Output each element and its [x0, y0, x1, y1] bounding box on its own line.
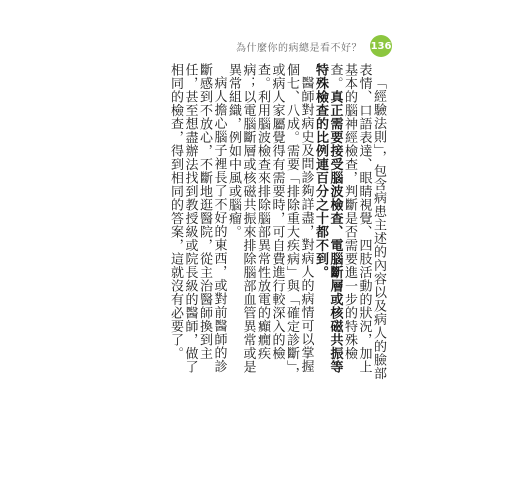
paragraph-text: 「經驗法則」，包含病患主述的內容以及病人的臉部表情、口語表達、眼睛視覺、四肢活動的狀況，加上基本的腦神經檢查，判斷是否需要進一步的特殊檢查。 [327, 63, 386, 380]
running-title: 為什麼你的病總是看不好？ [236, 42, 362, 54]
page-number-badge: 136 [370, 35, 392, 57]
page-header [236, 35, 392, 57]
paragraph [226, 63, 313, 383]
paragraph-text: 病人擔心腦子裡長了不好的東西，或對前醫師的診斷感到不放心，不斷地逛醫院，從主治醫師換到主任，甚至想盡辦法找到教授級或院長級的醫師，做了相同的檢查，得到相同的答案，這就沒有必要了。 [168, 63, 227, 374]
paragraph [313, 63, 386, 383]
paragraph [168, 63, 226, 383]
paragraph-emphasis: 真正需要接受腦波檢查、電腦斷層或核磁共振等特殊檢查的比例連百分之十都不到。 [313, 63, 343, 374]
body-text [168, 63, 385, 383]
paragraph-text: 醫師對病史及問診夠詳盡，對病人的病情可以掌握個七、八成。需要「排除重大疾病」與「確定診斷」，或病人家屬覺得有需要時，可自費進行較深入的檢查。利用腦波檢查來排除腦部異常性放電的癲癇疾病；以電腦斷層或核磁共振來排除腦部血管異常或是異常組織，例如中風或腦瘤。 [226, 63, 314, 381]
